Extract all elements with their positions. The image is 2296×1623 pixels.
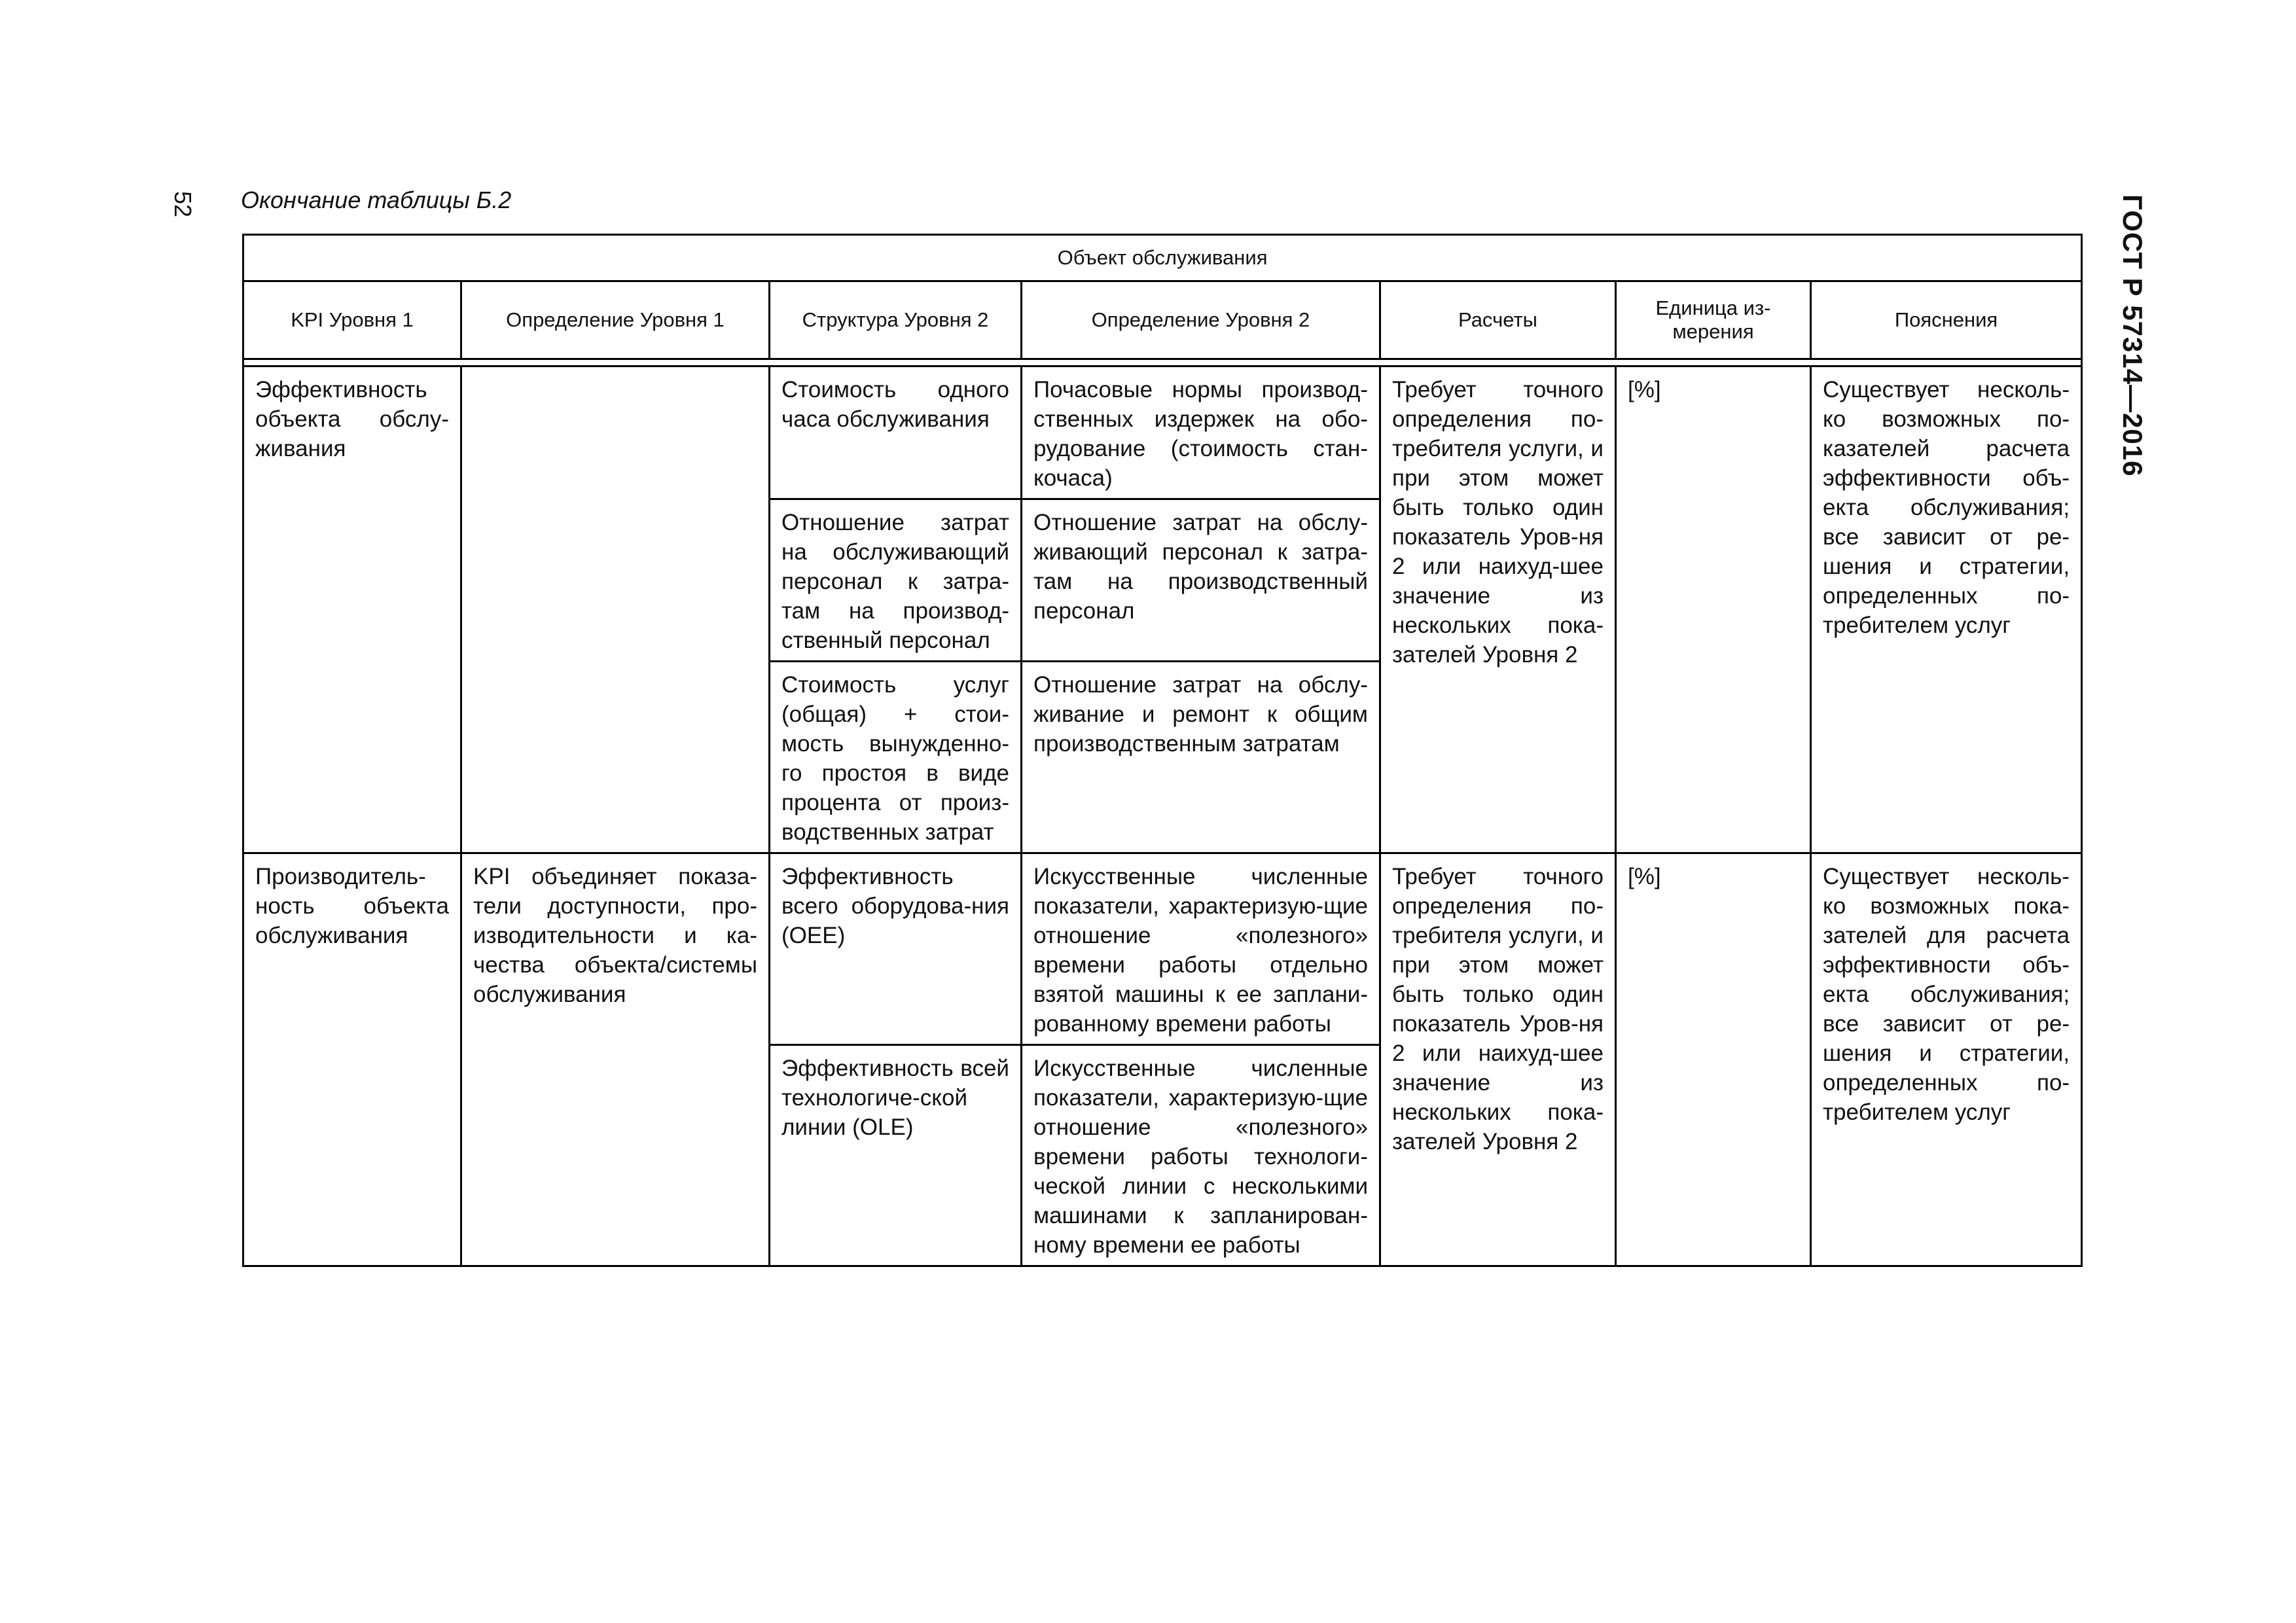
table-row (243, 366, 2082, 499)
structure-level2-cell: Стоимость услуг (общая) + стои-мость вынужденно-го простоя в виде процента от произ-водственных затрат (770, 662, 1022, 853)
structure-level2-cell: Эффективность всего оборудова-ния (OEE) (770, 853, 1022, 1045)
header-separator (243, 359, 2082, 366)
definition-level2-cell: Отношение затрат на обслу-живающий персонал к затра-там на производственный персонал (1022, 499, 1380, 662)
header-unit: Единица из-мерения (1616, 281, 1811, 359)
header-structure-level2: Структура Уровня 2 (770, 281, 1022, 359)
notes-cell: Существует несколь-ко возможных по-казателей расчета эффективности объ-екта обслуживания; все зависит от ре-шения и стратегии, определенных по-требителем услуг (1811, 366, 2082, 853)
structure-level2-cell: Стоимость одного часа обслуживания (770, 366, 1022, 499)
header-definition-level2: Определение Уровня 2 (1022, 281, 1380, 359)
unit-cell: [%] (1616, 366, 1811, 853)
definition-level1-cell: KPI объединяет показа-тели доступности, про-изводительности и ка-чества объекта/системы обслуживания (461, 853, 770, 1266)
notes-cell: Существует несколь-ко возможных пока-зателей для расчета эффективности объ-екта обслуживания; все зависит от ре-шения и стратегии, определенных по-требителем услуг (1811, 853, 2082, 1266)
group-header: Объект обслуживания (243, 235, 2082, 281)
structure-level2-cell: Эффективность всей технологиче-ской линии (OLE) (770, 1045, 1022, 1266)
header-calculations: Расчеты (1380, 281, 1616, 359)
definition-level2-cell: Почасовые нормы производ-ственных издержек на обо-рудование (стоимость стан-кочаса) (1022, 366, 1380, 499)
unit-cell: [%] (1616, 853, 1811, 1266)
kpi-table (242, 234, 2083, 1267)
table-row (243, 853, 2082, 1045)
definition-level2-cell: Отношение затрат на обслу-живание и ремонт к общим производственным затратам (1022, 662, 1380, 853)
kpi-level1-cell: Эффективность объекта обслу-живания (243, 366, 461, 853)
header-kpi-level1: KPI Уровня 1 (243, 281, 461, 359)
definition-level1-cell (461, 366, 770, 853)
calculations-cell: Требует точного определения по-требителя услуги, и при этом может быть только один показатель Уров-ня 2 или наихуд-шее значение из нескольких пока-зателей Уровня 2 (1380, 366, 1616, 853)
header-definition-level1: Определение Уровня 1 (461, 281, 770, 359)
table-caption: Окончание таблицы Б.2 (241, 187, 512, 213)
definition-level2-cell: Искусственные численные показатели, характеризую-щие отношение «полезного» времени работы технологи-ческой линии с несколькими машинами к запланирован-ному времени ее работы (1022, 1045, 1380, 1266)
page-number: 52 (170, 191, 196, 218)
calculations-cell: Требует точного определения по-требителя услуги, и при этом может быть только один показатель Уров-ня 2 или наихуд-шее значение из нескольких пока-зателей Уровня 2 (1380, 853, 1616, 1266)
structure-level2-cell: Отношение затрат на обслуживающий персонал к затра-там на производ-ственный персонал (770, 499, 1022, 662)
definition-level2-cell: Искусственные численные показатели, характеризую-щие отношение «полезного» времени работы отдельно взятой машины к ее заплани-рованному времени работы (1022, 853, 1380, 1045)
standard-code: ГОСТ Р 57314—2016 (2117, 194, 2148, 477)
header-notes: Пояснения (1811, 281, 2082, 359)
kpi-level1-cell: Производитель-ность объекта обслуживания (243, 853, 461, 1266)
